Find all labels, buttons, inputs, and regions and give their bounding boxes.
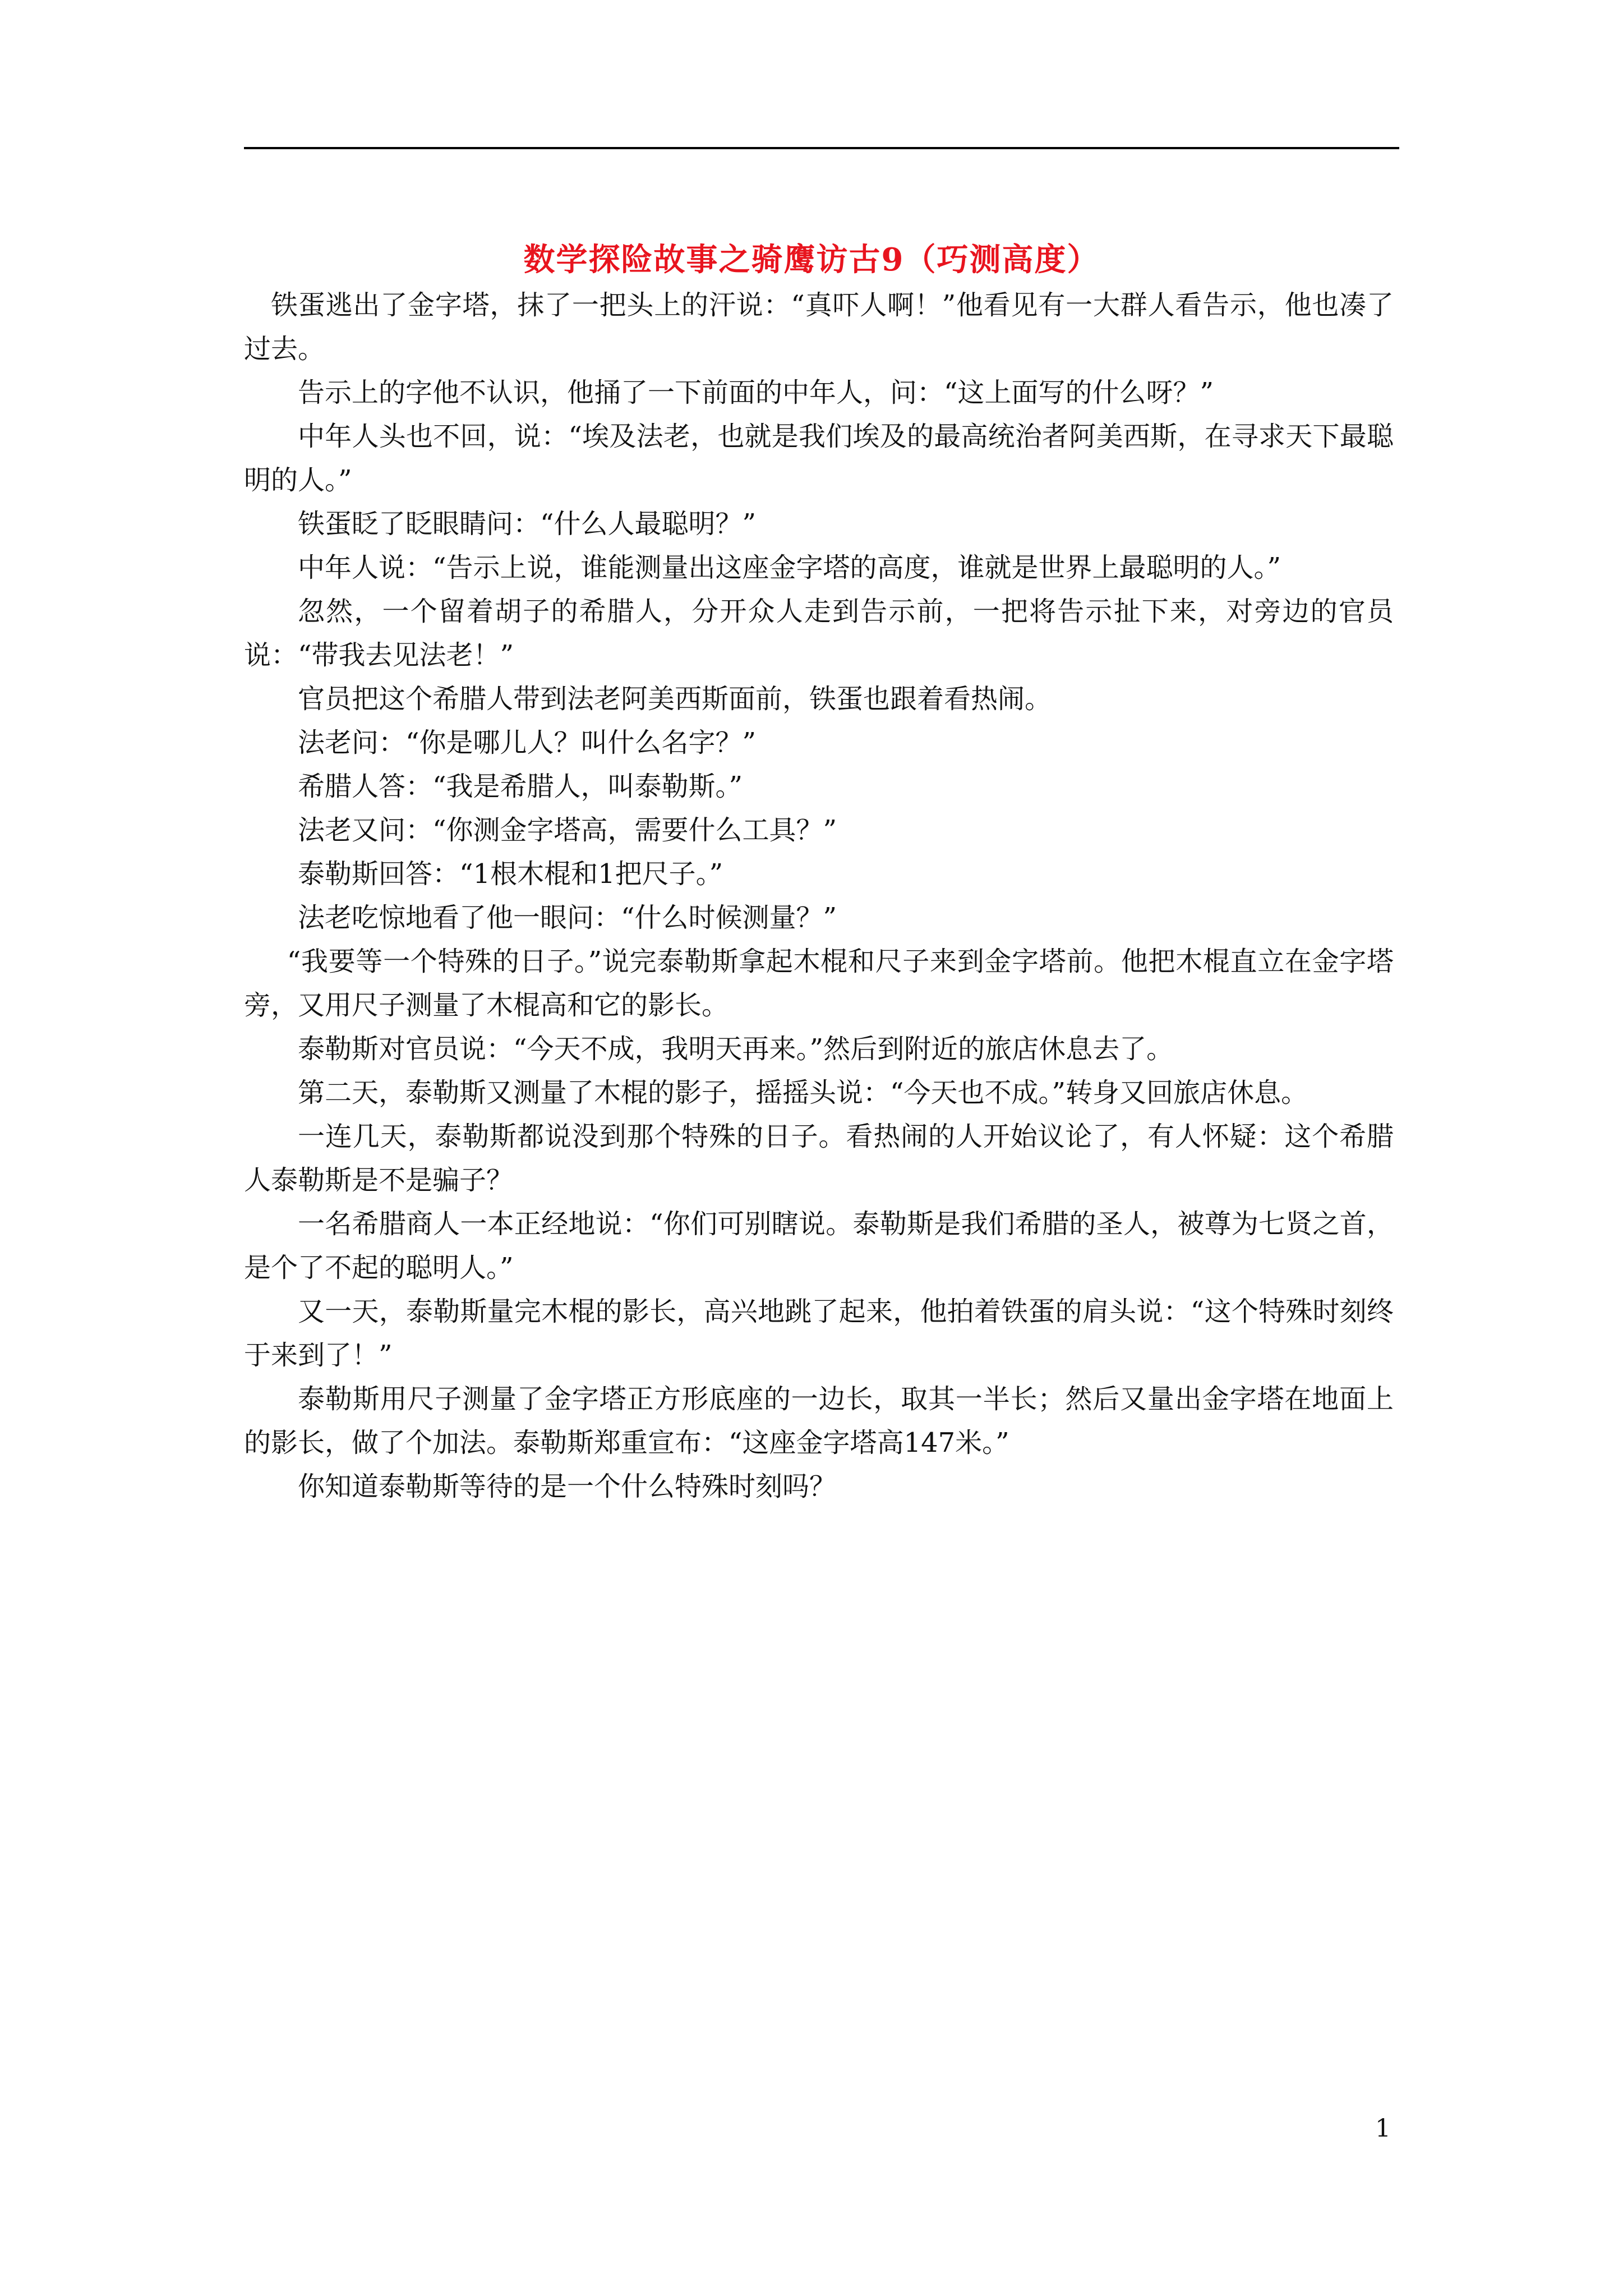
paragraph: 又一天，泰勒斯量完木棍的影长，高兴地跳了起来，他拍着铁蛋的肩头说：“这个特殊时刻终于来到了！”	[244, 1296, 1394, 1371]
paragraph: 泰勒斯回答：“1根木棍和1把尺子。”	[298, 858, 723, 890]
paragraph: 法老问：“你是哪儿人？叫什么名字？”	[298, 727, 757, 758]
paragraph: 法老又问：“你测金字塔高，需要什么工具？”	[298, 815, 837, 846]
page-number: 1	[1375, 2114, 1391, 2143]
paragraph: 中年人说：“告示上说，谁能测量出这座金字塔的高度，谁就是世界上最聪明的人。”	[298, 552, 1281, 583]
document-title: 数学探险故事之骑鹰访古9（巧测高度）	[523, 241, 1100, 278]
paragraph: 忽然，一个留着胡子的希腊人，分开众人走到告示前，一把将告示扯下来，对旁边的官员说：“带我去见法老！”	[244, 596, 1394, 671]
document-body	[244, 283, 1394, 1508]
paragraph: 你知道泰勒斯等待的是一个什么特殊时刻吗？	[298, 1471, 837, 1502]
paragraph: 铁蛋逃出了金字塔，抹了一把头上的汗说：“真吓人啊！”他看见有一大群人看告示，他也凑了过去。	[244, 289, 1394, 365]
paragraph: 中年人头也不回，说：“埃及法老，也就是我们埃及的最高统治者阿美西斯，在寻求天下最聪明的人。”	[244, 421, 1394, 496]
paragraph: 希腊人答：“我是希腊人，叫泰勒斯。”	[298, 771, 743, 802]
header-rule	[244, 147, 1399, 149]
paragraph: 泰勒斯对官员说：“今天不成，我明天再来。”然后到附近的旅店休息去了。	[298, 1033, 1174, 1065]
paragraph: 第二天，泰勒斯又测量了木棍的影子，摇摇头说：“今天也不成。”转身又回旅店休息。	[298, 1077, 1308, 1108]
paragraph: 一名希腊商人一本正经地说：“你们可别瞎说。泰勒斯是我们希腊的圣人，被尊为七贤之首，是个了不起的聪明人。”	[244, 1208, 1394, 1283]
paragraph: 泰勒斯用尺子测量了金字塔正方形底座的一边长，取其一半长；然后又量出金字塔在地面上的影长，做了个加法。泰勒斯郑重宣布：“这座金字塔高147米。”	[244, 1383, 1394, 1458]
paragraph: “我要等一个特殊的日子。”说完泰勒斯拿起木棍和尺子来到金字塔前。他把木棍直立在金字塔旁，又用尺子测量了木棍高和它的影长。	[244, 946, 1394, 1021]
paragraph: 告示上的字他不认识，他捅了一下前面的中年人，问：“这上面写的什么呀？”	[298, 377, 1214, 408]
paragraph: 铁蛋眨了眨眼睛问：“什么人最聪明？”	[298, 508, 757, 540]
paragraph: 一连几天，泰勒斯都说没到那个特殊的日子。看热闹的人开始议论了，有人怀疑：这个希腊人泰勒斯是不是骗子？	[244, 1121, 1394, 1196]
paragraph: 官员把这个希腊人带到法老阿美西斯面前，铁蛋也跟着看热闹。	[298, 683, 1052, 715]
paragraph: 法老吃惊地看了他一眼问：“什么时候测量？”	[298, 902, 837, 933]
